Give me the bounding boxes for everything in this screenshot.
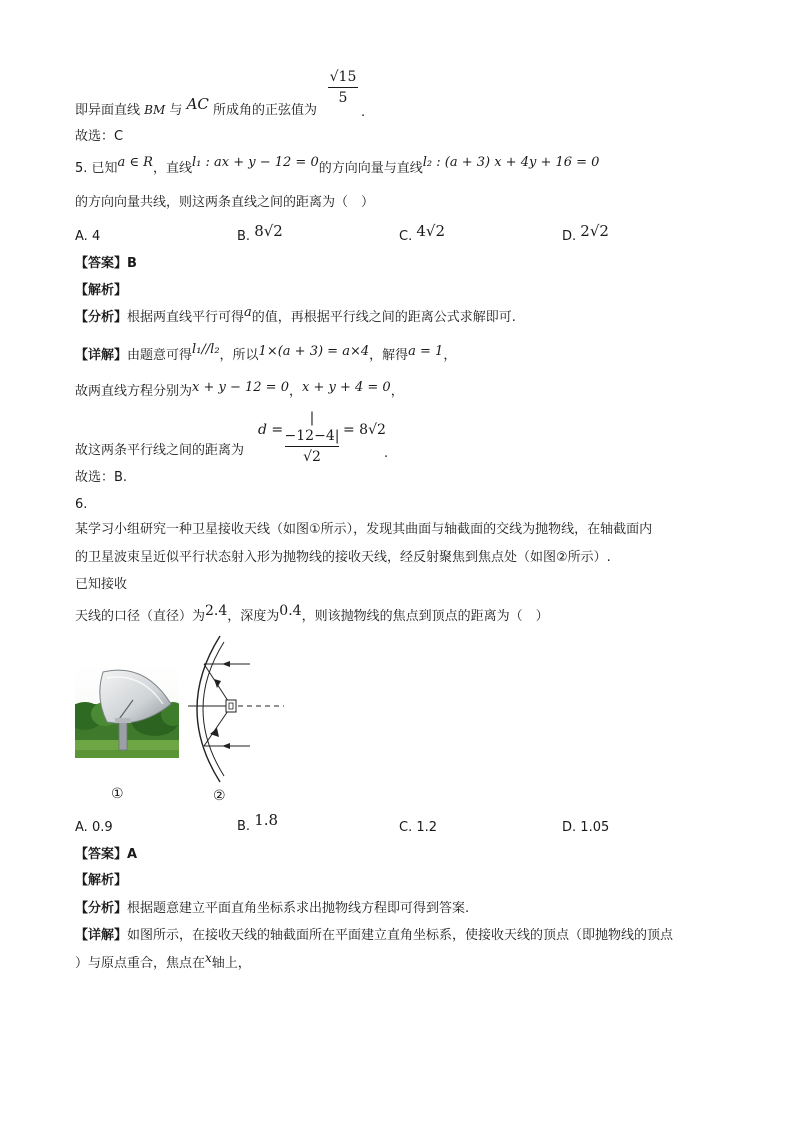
satellite-dish-photo [75, 664, 179, 758]
prev-and-text: 与 [169, 103, 183, 118]
option-label: B. [237, 229, 251, 244]
q6-option-c [399, 820, 437, 835]
fenxi-variable: a [244, 305, 252, 320]
fenxi-text-a: 根据两直线平行可得 [127, 310, 245, 325]
q6-option-a [75, 820, 113, 835]
option-value: 1.05 [580, 820, 610, 835]
q6-text-2: 的卫星波束呈近似平行状态射入形为抛物线的接收天线，经反射聚焦到焦点处（如图②所示）. [75, 550, 611, 565]
fraction-bar [328, 87, 358, 88]
equation-1: x + y − 12 = 0 [192, 380, 289, 395]
equations-separator: ， [288, 384, 302, 399]
q6-xiangjie-2 [75, 951, 251, 973]
q6-option-b [237, 811, 279, 834]
option-value: 2√2 [580, 222, 609, 240]
parallel-equation: 1×(a + 3) = a×4 [258, 344, 370, 359]
option-label: D. [562, 229, 577, 244]
xiangjie-text-d: ， [443, 348, 457, 363]
option-value: 4√2 [416, 222, 446, 240]
q5-line-l2: l₂ : (a + 3) x + 4y + 16 = 0 [422, 155, 600, 170]
xiangjie-text-b: ，所以 [219, 348, 259, 363]
option-label: A. [75, 820, 88, 835]
prev-period: . [361, 105, 366, 120]
distance-fraction-bar [285, 446, 339, 447]
fenxi-text-b: 的值，再根据平行线之间的距离公式求解即可. [251, 310, 516, 325]
q6-answer: 【答案】A [75, 847, 138, 862]
prev-choice: 故选：C [75, 129, 124, 144]
xiangjie-text-2a: ）与原点重合，焦点在 [75, 956, 206, 971]
option-value: 4 [91, 229, 101, 244]
q6-text-1: 某学习小组研究一种卫星接收天线（如图①所示），发现其曲面与轴截面的交线为抛物线，在轴截面内 [75, 522, 653, 537]
parallel-relation: l₁//l₂ [192, 342, 220, 357]
antenna-depth: 0.4 [279, 603, 302, 619]
q6-text-3: 已知接收 [75, 577, 128, 592]
option-label: A. [75, 229, 88, 244]
option-value: 1.2 [416, 820, 438, 835]
q6-xiangjie-1 [75, 927, 673, 945]
q5-option-b [237, 222, 283, 244]
option-label: B. [237, 819, 251, 834]
option-value: 0.9 [91, 820, 113, 835]
q5-equations-line [75, 380, 404, 401]
q5-analysis-tag: 【解析】 [75, 283, 128, 298]
solution-a: a = 1 [408, 344, 444, 359]
q6-option-d [562, 820, 609, 835]
figure-1-label: ① [111, 786, 124, 802]
segment-bm: BM [144, 103, 166, 117]
q5-choice: 故选：B. [75, 470, 128, 485]
parabola-reflection-diagram [180, 634, 290, 784]
option-label: C. [399, 229, 413, 244]
option-label: D. [562, 820, 577, 835]
q5-number: 5. 已知 [75, 161, 118, 176]
distance-numerator: |−12−4| [284, 410, 340, 444]
xiangjie-text-a: 由题意可得 [127, 348, 193, 363]
axis-variable: x [205, 951, 212, 965]
fraction-denominator: 5 [338, 90, 348, 106]
distance-end: . [384, 446, 389, 461]
q6-text-4b: ，深度为 [227, 609, 280, 624]
prev-conclusion-text: 即异面直线 [75, 103, 141, 118]
figure-2-label: ② [213, 788, 226, 804]
q5-stem-line-1 [75, 155, 600, 178]
equations-intro: 故两直线方程分别为 [75, 384, 193, 399]
q5-option-a [75, 229, 100, 244]
q5-fenxi [75, 305, 516, 327]
q6-text-4c: ，则该抛物线的焦点到顶点的距离为（ ） [301, 609, 549, 624]
q6-text-4a: 天线的口径（直径）为 [75, 609, 206, 624]
q5-answer: 【答案】B [75, 256, 137, 271]
q6-fenxi [75, 900, 469, 918]
q5-option-d [562, 222, 609, 244]
distance-fraction [283, 409, 341, 466]
xiangjie-text-c: ，解得 [369, 348, 409, 363]
option-value: 1.8 [254, 811, 279, 829]
distance-denominator: √2 [303, 449, 321, 465]
xiangjie-tag: 【详解】 [75, 928, 128, 943]
q5-option-c [399, 222, 446, 244]
antenna-diameter: 2.4 [205, 603, 228, 619]
sine-value-fraction [326, 68, 360, 107]
q6-text-4 [75, 603, 549, 626]
q5-text-2: 的方向向量与直线 [318, 161, 423, 176]
distance-rhs: = 8√2 [343, 422, 386, 438]
q5-line-l1: l₁ : ax + y − 12 = 0 [192, 155, 319, 170]
option-value: 8√2 [254, 222, 283, 240]
xiangjie-text-2b: 轴上， [211, 956, 251, 971]
prev-conclusion-text-2: 所成角的正弦值为 [213, 103, 318, 118]
option-label: C. [399, 820, 413, 835]
q5-stem-line-2: 的方向向量共线，则这两条直线之间的距离为（ ） [75, 195, 375, 210]
prev-conclusion-line [75, 95, 318, 120]
q5-xiangjie [75, 342, 457, 365]
fraction-numerator: √15 [329, 69, 357, 85]
q5-condition: a ∈ R [117, 155, 153, 170]
xiangjie-tag: 【详解】 [75, 348, 128, 363]
distance-lhs: d = [258, 422, 284, 438]
q5-distance-intro: 故这两条平行线之间的距离为 [75, 443, 245, 458]
equations-end: ， [390, 384, 404, 399]
xiangjie-text-1: 如图所示，在接收天线的轴截面所在平面建立直角坐标系，使接收天线的顶点（即抛物线的顶点 [127, 928, 674, 943]
fenxi-tag: 【分析】 [75, 310, 128, 325]
fenxi-text: 根据题意建立平面直角坐标系求出抛物线方程即可得到答案. [127, 901, 470, 916]
equation-2: x + y + 4 = 0 [302, 380, 391, 395]
q6-analysis-tag: 【解析】 [75, 873, 128, 888]
fenxi-tag: 【分析】 [75, 901, 128, 916]
q6-number: 6. [75, 497, 88, 512]
q5-text-1: ，直线 [152, 161, 192, 176]
segment-ac: AC [186, 95, 209, 113]
